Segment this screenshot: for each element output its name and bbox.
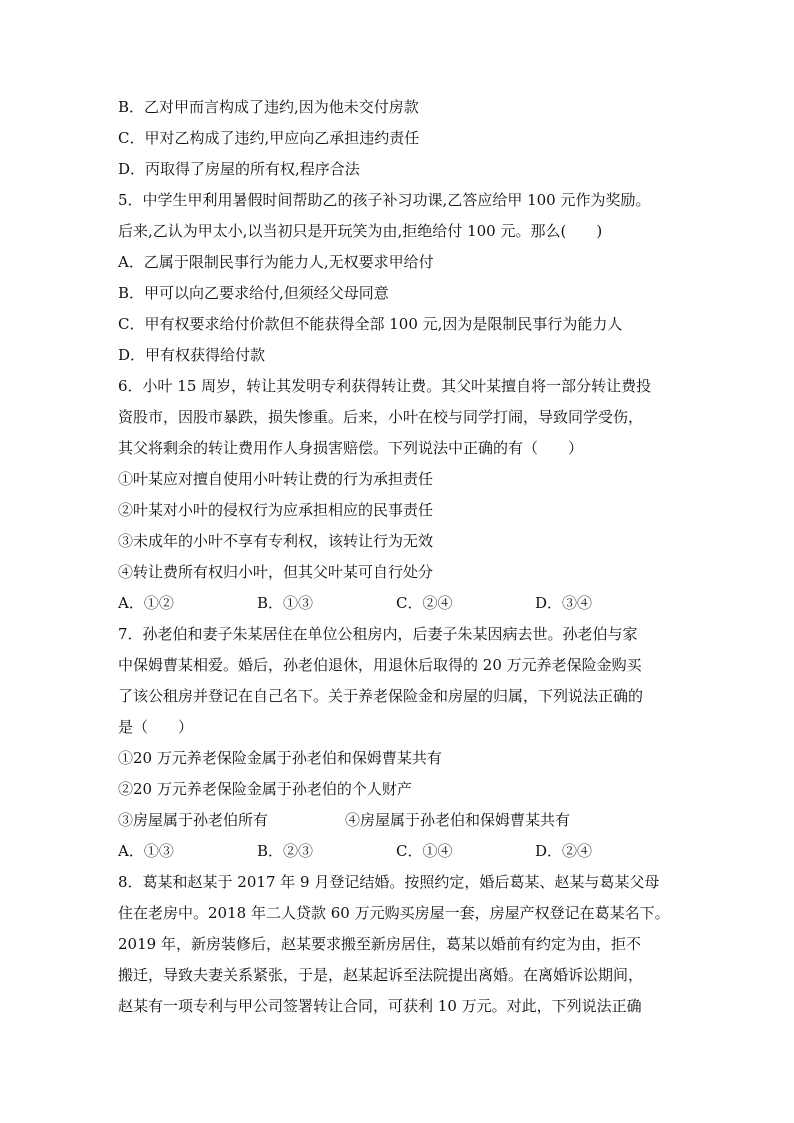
q7-options-row — [118, 836, 688, 867]
q6-option-b: B．①③ — [257, 594, 314, 612]
q4-option-c: C．甲对乙构成了违约,甲应向乙承担违约责任 — [118, 129, 420, 147]
q7-option-d: D．②④ — [535, 842, 593, 860]
q6-stem-line-1: 6．小叶 15 周岁，转让其发明专利获得转让费。其父叶某擅自将一部分转让费投 — [118, 377, 652, 395]
q5-stem-line-1: 5．中学生甲利用暑假时间帮助乙的孩子补习功课,乙答应给甲 100 元作为奖励。 — [118, 191, 651, 209]
q6-option-a: A．①② — [118, 594, 174, 612]
q5-stem-line-2: 后来,乙认为甲太小,以当初只是开玩笑为由,拒绝给付 100 元。那么( ) — [118, 222, 603, 240]
q7-statement-2: ②20 万元养老保险金属于孙老伯的个人财产 — [118, 780, 412, 798]
q6-options-row — [118, 588, 688, 619]
q7-option-c: C．①④ — [396, 842, 453, 860]
q6-statement-4: ④转让费所有权归小叶，但其父叶某可自行处分 — [118, 563, 434, 581]
q7-option-a: A．①③ — [118, 842, 174, 860]
q6-stem-line-2: 资股市，因股市暴跌，损失惨重。后来，小叶在校与同学打闹，导致同学受伤， — [118, 408, 644, 426]
q7-statement-4: ④房屋属于孙老伯和保姆曹某共有 — [345, 811, 571, 829]
q4-option-d: D．丙取得了房屋的所有权,程序合法 — [118, 160, 360, 178]
q7-statement-1: ①20 万元养老保险金属于孙老伯和保姆曹某共有 — [118, 749, 442, 767]
q6-statement-1: ①叶某应对擅自使用小叶转让费的行为承担责任 — [118, 470, 434, 488]
q7-stem-line-4: 是（ ） — [118, 718, 194, 736]
q4-option-b: B．乙对甲而言构成了违约,因为他未交付房款 — [118, 98, 419, 116]
q5-option-d: D．甲有权获得给付款 — [118, 346, 266, 364]
q8-stem-line-5: 赵某有一项专利与甲公司签署转让合同，可获利 10 万元。对此，下列说法正确 — [118, 997, 642, 1015]
q8-stem-line-1: 8．葛某和赵某于 2017 年 9 月登记结婚。按照约定，婚后葛某、赵某与葛某父母 — [118, 873, 660, 891]
q8-stem-line-4: 搬迁，导致夫妻关系紧张，于是，赵某起诉至法院提出离婚。在离婚诉讼期间， — [118, 966, 644, 984]
q6-statement-2: ②叶某对小叶的侵权行为应承担相应的民事责任 — [118, 501, 434, 519]
q8-stem-line-2: 住在老房中。2018 年二人贷款 60 万元购买房屋一套，房屋产权登记在葛某名下。 — [118, 904, 670, 922]
q7-stem-line-3: 了该公租房并登记在自己名下。关于养老保险金和房屋的归属，下列说法正确的 — [118, 687, 644, 705]
q5-option-b: B．甲可以向乙要求给付,但须经父母同意 — [118, 284, 389, 302]
q7-option-b: B．②③ — [257, 842, 314, 860]
q6-option-d: D．③④ — [535, 594, 593, 612]
q5-option-c: C．甲有权要求给付价款但不能获得全部 100 元,因为是限制民事行为能力人 — [118, 315, 623, 333]
q5-option-a: A．乙属于限制民事行为能力人,无权要求甲给付 — [118, 253, 434, 271]
q7-stem-line-2: 中保姆曹某相爱。婚后，孙老伯退休，用退休后取得的 20 万元养老保险金购买 — [118, 656, 642, 674]
question-text-body — [118, 92, 688, 1022]
q7-statements-3-4 — [118, 805, 688, 836]
q7-stem-line-1: 7．孙老伯和妻子朱某居住在单位公租房内，后妻子朱某因病去世。孙老伯与家 — [118, 625, 638, 643]
q6-statement-3: ③未成年的小叶不享有专利权，该转让行为无效 — [118, 532, 434, 550]
q6-stem-line-3: 其父将剩余的转让费用作人身损害赔偿。下列说法中正确的有（ ） — [118, 439, 584, 457]
q7-statement-3: ③房屋属于孙老伯所有 — [118, 811, 269, 829]
q8-stem-line-3: 2019 年，新房装修后，赵某要求搬至新房居住，葛某以婚前有约定为由，拒不 — [118, 935, 641, 953]
q6-option-c: C．②④ — [396, 594, 453, 612]
